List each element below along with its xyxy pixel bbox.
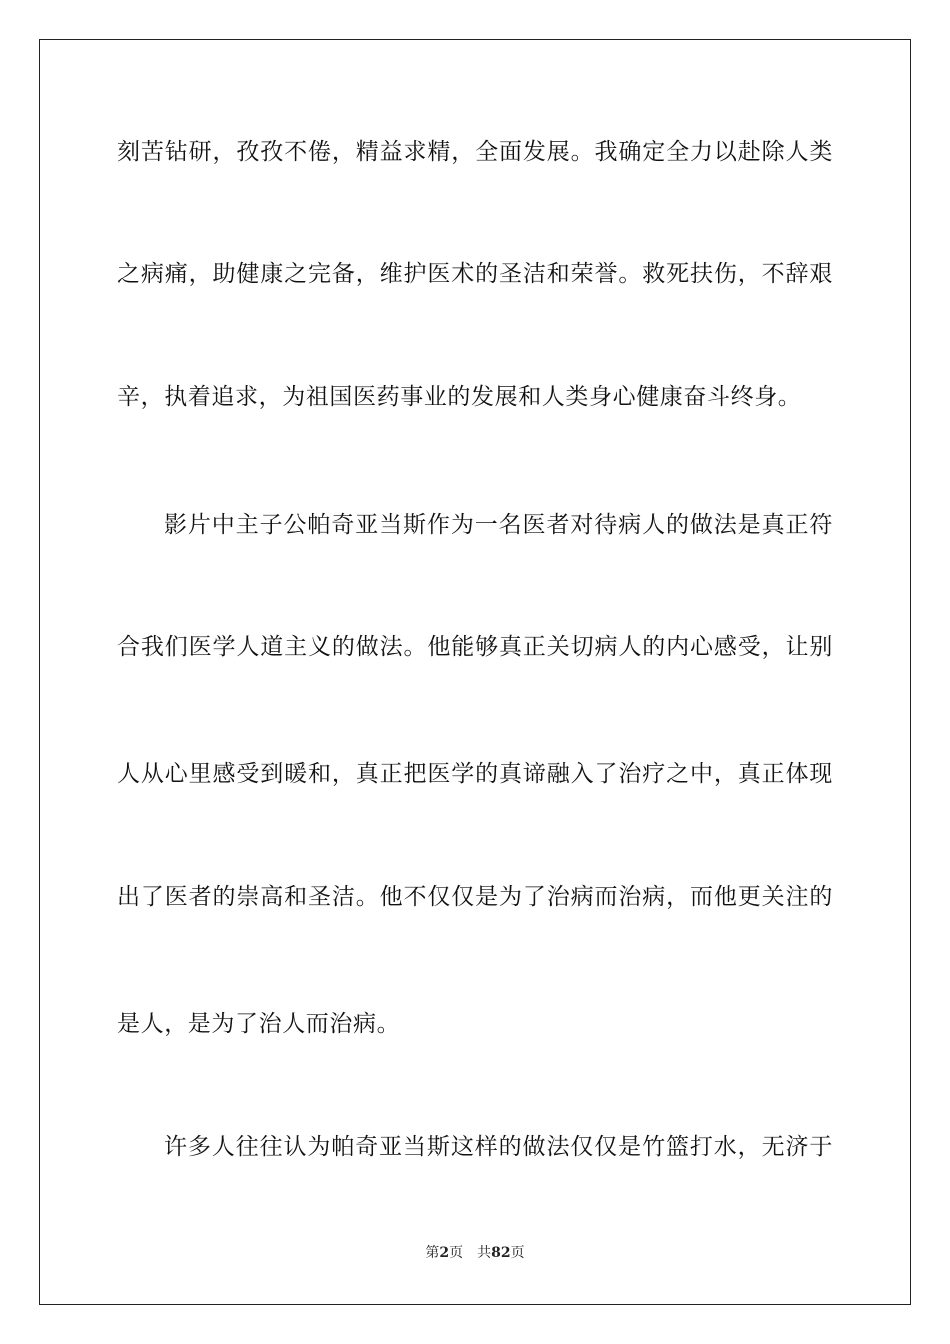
total-page-count: 82: [491, 1245, 511, 1261]
footer-total-suffix: 页: [510, 1245, 525, 1261]
text-line: 辛，执着追求，为祖国医药事业的发展和人类身心健康奋斗终身。: [117, 384, 802, 410]
text-line: 人从心里感受到暖和，真正把医学的真谛融入了治疗之中，真正体现: [117, 761, 833, 787]
text-line: 合我们医学人道主义的做法。他能够真正关切病人的内心感受，让别: [117, 634, 833, 660]
footer-page-prefix: 第: [425, 1245, 440, 1261]
footer-total-prefix: 共: [477, 1245, 492, 1261]
text-line: 影片中主子公帕奇亚当斯作为一名医者对待病人的做法是真正符: [164, 512, 833, 538]
text-line: 是人，是为了治人而治病。: [117, 1011, 401, 1037]
page-border: [39, 39, 911, 1305]
text-line: 刻苦钻研，孜孜不倦，精益求精，全面发展。我确定全力以赴除人类: [117, 139, 833, 165]
text-line: 之病痛，助健康之完备，维护医术的圣洁和荣誉。救死扶伤，不辞艰: [117, 261, 833, 287]
text-line: 许多人往往认为帕奇亚当斯这样的做法仅仅是竹篮打水，无济于: [164, 1134, 833, 1160]
current-page-number: 2: [439, 1245, 450, 1261]
text-line: 出了医者的崇高和圣洁。他不仅仅是为了治病而治病，而他更关注的: [117, 884, 833, 910]
page-footer: [0, 1244, 950, 1262]
footer-page-suffix: 页: [449, 1245, 464, 1261]
